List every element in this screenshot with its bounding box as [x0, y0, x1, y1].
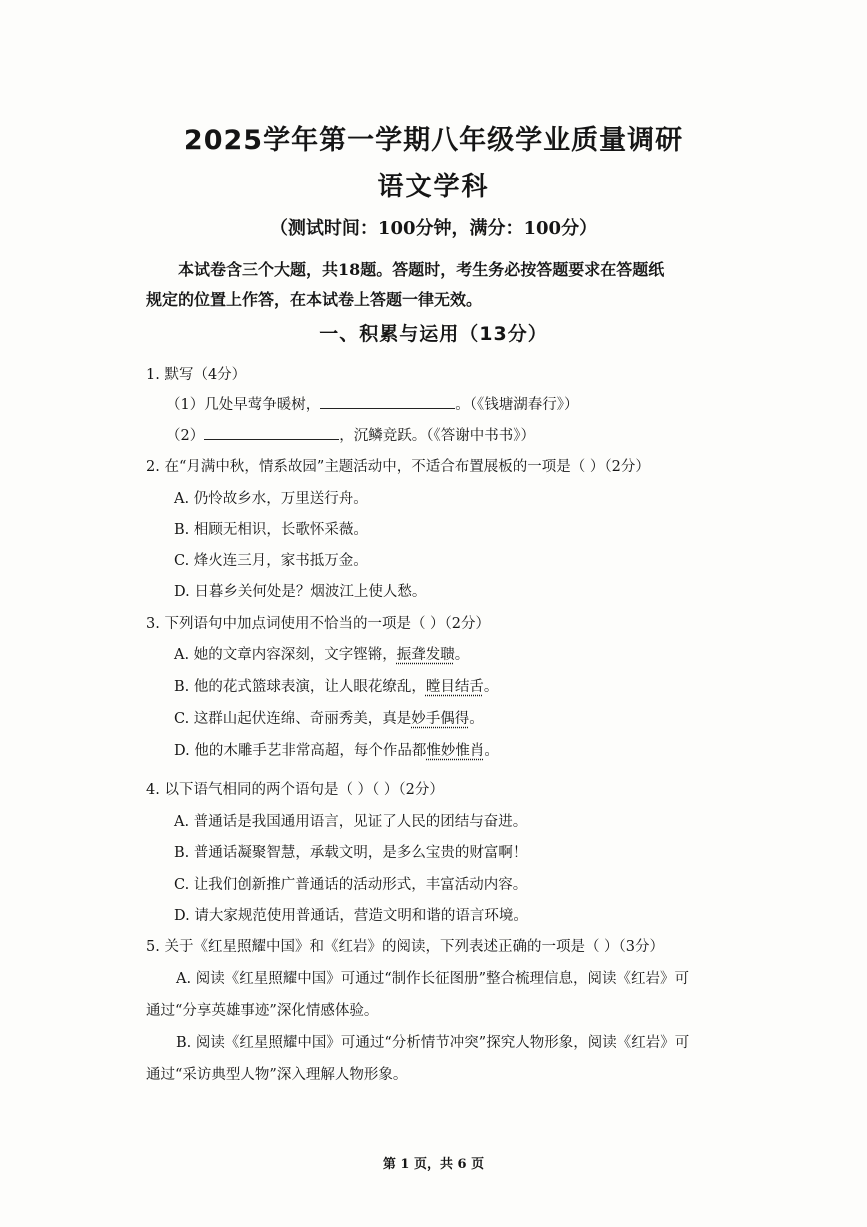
q5-option-b-line-1: B. 阅读《红星照耀中国》可通过“分析情节冲突”探究人物形象，阅读《红岩》可	[176, 1035, 690, 1051]
exam-info: （测试时间：100分钟，满分：100分）	[269, 218, 598, 239]
q4-option-d: D. 请大家规范使用普通话，营造文明和谐的语言环境。	[174, 908, 528, 924]
q3-option-b-end: 。	[483, 679, 499, 695]
q1-item-1	[166, 393, 578, 414]
q3-option-a-dotted-word: 振聋发聩	[396, 647, 455, 663]
instructions-line-1: 本试卷含三个大题，共18题。答题时，考生务必按答题要求在答题纸	[178, 260, 665, 279]
q4-option-c: C. 让我们创新推广普通话的活动形式，丰富活动内容。	[174, 877, 528, 893]
exam-title: 2025学年第一学期八年级学业质量调研	[183, 125, 684, 156]
q3-option-a-end: 。	[454, 647, 470, 663]
q2-option-b: B. 相顾无相识，长歌怀采薇。	[174, 522, 368, 538]
q2-stem: 2. 在“月满中秋，情系故园”主题活动中，不适合布置展板的一项是（ ）（2分）	[146, 459, 650, 475]
q5-option-a-line-1: A. 阅读《红星照耀中国》可通过“制作长征图册”整合梳理信息，阅读《红岩》可	[176, 971, 690, 987]
q3-option-b-text: B. 他的花式篮球表演，让人眼花缭乱，	[174, 679, 426, 695]
q4-option-b: B. 普通话凝聚智慧，承载文明，是多么宝贵的财富啊！	[174, 845, 528, 861]
answer-blank-2	[204, 425, 339, 440]
subject-title: 语文学科	[377, 172, 490, 202]
q3-option-d-text: D. 他的木雕手艺非常高超，每个作品都	[174, 743, 427, 759]
answer-blank-1	[320, 394, 455, 409]
q4-stem: 4. 以下语气相同的两个语句是（ ）（ ）（2分）	[146, 782, 444, 798]
page-number: 第 1 页，共 6 页	[382, 1157, 485, 1172]
q3-option-d-dotted-word: 惟妙惟肖	[426, 743, 485, 759]
q1-item-2-after: ，沉鳞竞跃。（《答谢中书书》）	[339, 428, 535, 444]
q3-option-a-text: A. 她的文章内容深刻，文字铿锵，	[174, 647, 397, 663]
q3-option-b	[174, 675, 498, 696]
q2-option-d: D. 日暮乡关何处是？烟波江上使人愁。	[174, 584, 427, 600]
q3-option-d	[174, 739, 499, 760]
q4-option-a: A. 普通话是我国通用语言，见证了人民的团结与奋进。	[174, 814, 528, 830]
q3-option-c-text: C. 这群山起伏连绵、奇丽秀美，真是	[174, 711, 412, 727]
q3-option-c	[174, 707, 484, 728]
q1-item-2	[166, 424, 535, 445]
q3-stem: 3. 下列语句中加点词使用不恰当的一项是（ ）（2分）	[146, 616, 491, 632]
q5-stem: 5. 关于《红星照耀中国》和《红岩》的阅读，下列表述正确的一项是（ ）（3分）	[146, 939, 665, 955]
q1-item-1-after: 。（《钱塘湖春行》）	[455, 397, 579, 413]
q2-option-a: A. 仍怜故乡水，万里送行舟。	[174, 491, 368, 507]
section-1-title: 一、积累与运用（13分）	[319, 323, 548, 345]
q3-option-c-end: 。	[469, 711, 484, 727]
q1-item-2-before: （2）	[166, 428, 205, 444]
q3-option-c-dotted-word: 妙手偶得	[411, 711, 470, 727]
instructions-line-2: 规定的位置上作答，在本试卷上答题一律无效。	[146, 290, 483, 309]
q3-option-d-end: 。	[484, 743, 499, 759]
q5-option-a-line-2: 通过“分享英雄事迹”深化情感体验。	[146, 1003, 379, 1019]
q3-option-b-dotted-word: 瞠目结舌	[425, 679, 484, 695]
q2-option-c: C. 烽火连三月，家书抵万金。	[174, 553, 368, 569]
q1-stem: 1. 默写（4分）	[146, 367, 247, 383]
q1-item-1-before: （1）几处早莺争暖树，	[166, 397, 321, 413]
q5-option-b-line-2: 通过“采访典型人物”深入理解人物形象。	[146, 1067, 408, 1083]
q3-option-a	[174, 643, 469, 664]
